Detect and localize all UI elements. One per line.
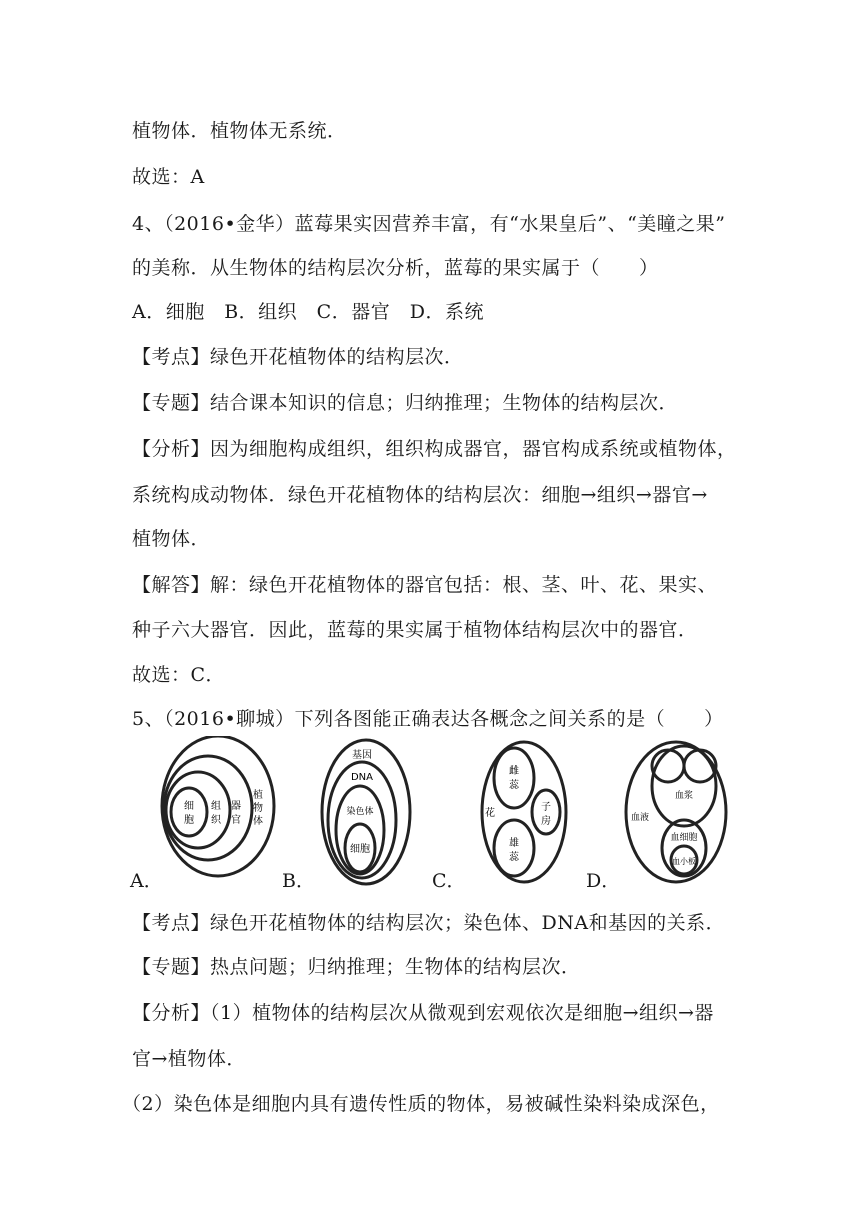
figure-c-label: C． — [432, 870, 466, 892]
question-4-stem: 4、（2016•金华）蓝莓果实因营养丰富，有“水果皇后”、“美瞳之果” — [132, 213, 726, 235]
text-line: 故选：A — [132, 166, 205, 188]
figure-c-text: 花 — [485, 808, 495, 819]
figure-a-text: 器 — [231, 801, 241, 812]
figure-a-inner-ellipse — [171, 788, 207, 836]
question-5-stem: 5、（2016•聊城）下列各图能正确表达各概念之间关系的是（ ） — [132, 708, 724, 730]
figure-c-text: 蕊 — [509, 852, 519, 863]
fenxi-4-cont: 系统构成动物体．绿色开花植物体的结构层次：细胞→组织→器官→ — [132, 484, 708, 506]
figure-c-text: 房 — [541, 816, 551, 827]
figure-c-text: 蕊 — [509, 780, 519, 791]
figure-a-label: A． — [130, 870, 163, 892]
jieda-4-cont: 种子六大器官．因此，蓝莓的果实属于植物体结构层次中的器官． — [132, 619, 698, 641]
fenxi-4-end: 植物体． — [132, 528, 211, 550]
figure-d-text: 血细胞 — [670, 833, 698, 843]
figure-a-text: 织 — [211, 815, 221, 826]
figure-b-ellipse-3 — [336, 786, 384, 874]
figure-a-text: 组 — [211, 801, 221, 812]
figure-a-text: 官 — [231, 815, 241, 826]
figure-a-text: 植 — [253, 790, 263, 801]
figure-d-lower-ellipse — [662, 820, 706, 876]
question-4-options: A．细胞 B．组织 C．器官 D．系统 — [132, 301, 484, 323]
figure-c-text: 雄 — [509, 838, 519, 849]
fenxi-4: 【分析】因为细胞构成组织，组织构成器官，器官构成系统或植物体， — [132, 438, 737, 460]
figure-a-text: 细 — [184, 801, 194, 812]
figure-d-upper-ellipse — [652, 746, 716, 826]
figure-b-label: B． — [282, 870, 315, 892]
jieda-4: 【解答】解：绿色开花植物体的器官包括：根、茎、叶、花、果实、 — [132, 574, 718, 596]
fenxi-5-point-2: （2）染色体是细胞内具有遗传性质的物体，易被碱性染料染成深色， — [122, 1093, 720, 1115]
figure-c-upper-ellipse — [494, 748, 534, 808]
figure-d-text: 血液 — [630, 813, 650, 823]
question-4-stem-cont: 的美称．从生物体的结构层次分析，蓝莓的果实属于（ ） — [132, 257, 659, 279]
zhuanti-4: 【专题】结合课本知识的信息；归纳推理；生物体的结构层次． — [132, 392, 679, 414]
figure-b-text: 染色体 — [346, 807, 374, 817]
figure-a-text: 体 — [253, 816, 263, 827]
figure-b-text: DNA — [350, 772, 374, 783]
kaodian-5: 【考点】绿色开花植物体的结构层次；染色体、DNA和基因的关系． — [132, 912, 726, 934]
figure-b-text: 细胞 — [350, 844, 370, 855]
figure-d-label: D． — [586, 870, 621, 892]
text-line: 植物体．植物体无系统． — [132, 120, 347, 142]
figure-d-text: 血浆 — [674, 791, 694, 801]
question-5-figures — [130, 736, 730, 890]
figure-a-text: 胞 — [184, 815, 194, 826]
kaodian-4: 【考点】绿色开花植物体的结构层次． — [132, 346, 464, 368]
fenxi-5: 【分析】（1）植物体的结构层次从微观到宏观依次是细胞→组织→器 — [132, 1002, 714, 1024]
answer-4: 故选：C． — [132, 664, 226, 686]
figure-a-diagram — [158, 736, 278, 886]
figure-b-diagram — [318, 736, 418, 886]
fenxi-5-cont: 官→植物体． — [132, 1048, 246, 1070]
figure-c-text: 子 — [541, 802, 551, 813]
figure-d-text: 血小板 — [672, 857, 696, 866]
zhuanti-5: 【专题】热点问题；归纳推理；生物体的结构层次． — [132, 956, 581, 978]
figure-d-diagram — [622, 736, 730, 886]
figure-a-text: 物 — [253, 803, 263, 814]
figure-c-text: 雌 — [509, 766, 519, 777]
figure-c-diagram — [476, 736, 576, 886]
figure-b-text: 基因 — [352, 750, 372, 761]
